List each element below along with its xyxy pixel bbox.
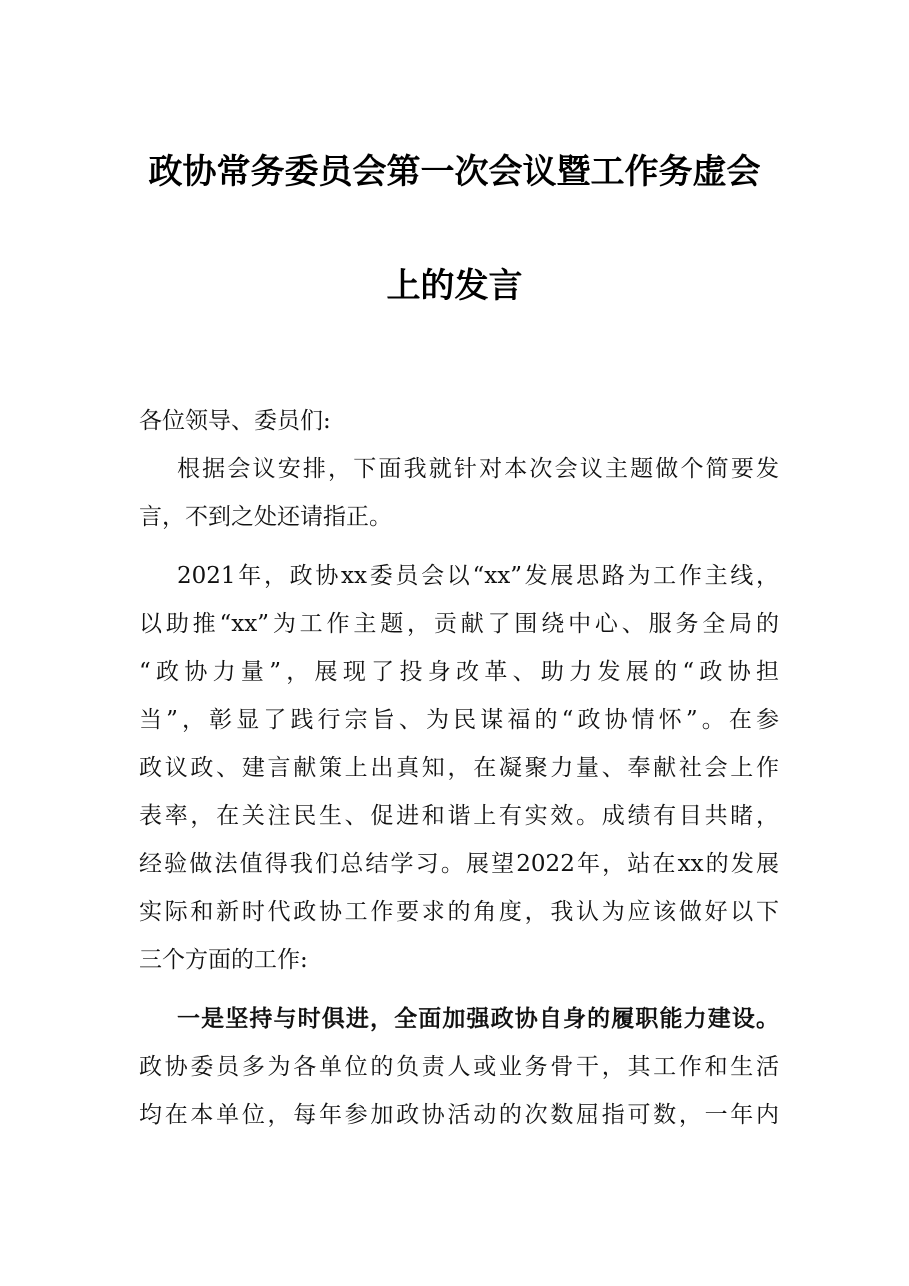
paragraph-2-line: 实际和新时代政协工作要求的角度，我认为应该做好以下 bbox=[139, 899, 779, 925]
paragraph-1-line: 根据会议安排，下面我就针对本次会议主题做个简要发 bbox=[177, 456, 779, 482]
paragraph-1-line: 言，不到之处还请指正。 bbox=[139, 504, 392, 530]
paragraph-2-line: 以助推“xx”为工作主题，贡献了围绕中心、服务全局的 bbox=[139, 611, 779, 637]
paragraph-2-line: 表率，在关注民生、促进和谐上有实效。成绩有目共睹， bbox=[139, 803, 779, 829]
document-title-line-1: 政协常务委员会第一次会议暨工作务虚会 bbox=[148, 152, 761, 192]
paragraph-3-line: 均在本单位，每年参加政协活动的次数屈指可数，一年内 bbox=[139, 1102, 779, 1128]
paragraph-2-line: 2021年，政协xx委员会以“xx”发展思路为工作主线， bbox=[177, 563, 779, 589]
paragraph-3-heading: 一是坚持与时俱进，全面加强政协自身的履职能力建设。 bbox=[177, 1005, 779, 1032]
salutation: 各位领导、委员们: bbox=[139, 408, 331, 434]
paragraph-2-line: 经验做法值得我们总结学习。展望2022年，站在xx的发展 bbox=[139, 851, 779, 877]
paragraph-2-line: 当”，彰显了践行宗旨、为民谋福的“政协情怀”。在参 bbox=[139, 707, 779, 733]
paragraph-2-line: “政协力量”，展现了投身改革、助力发展的“政协担 bbox=[139, 659, 779, 685]
paragraph-2-line: 三个方面的工作: bbox=[139, 947, 308, 973]
paragraph-3-line: 政协委员多为各单位的负责人或业务骨干，其工作和生活 bbox=[139, 1054, 779, 1080]
paragraph-2-line: 政议政、建言献策上出真知，在凝聚力量、奉献社会上作 bbox=[139, 755, 779, 781]
document-title-line-2: 上的发言 bbox=[386, 266, 523, 306]
